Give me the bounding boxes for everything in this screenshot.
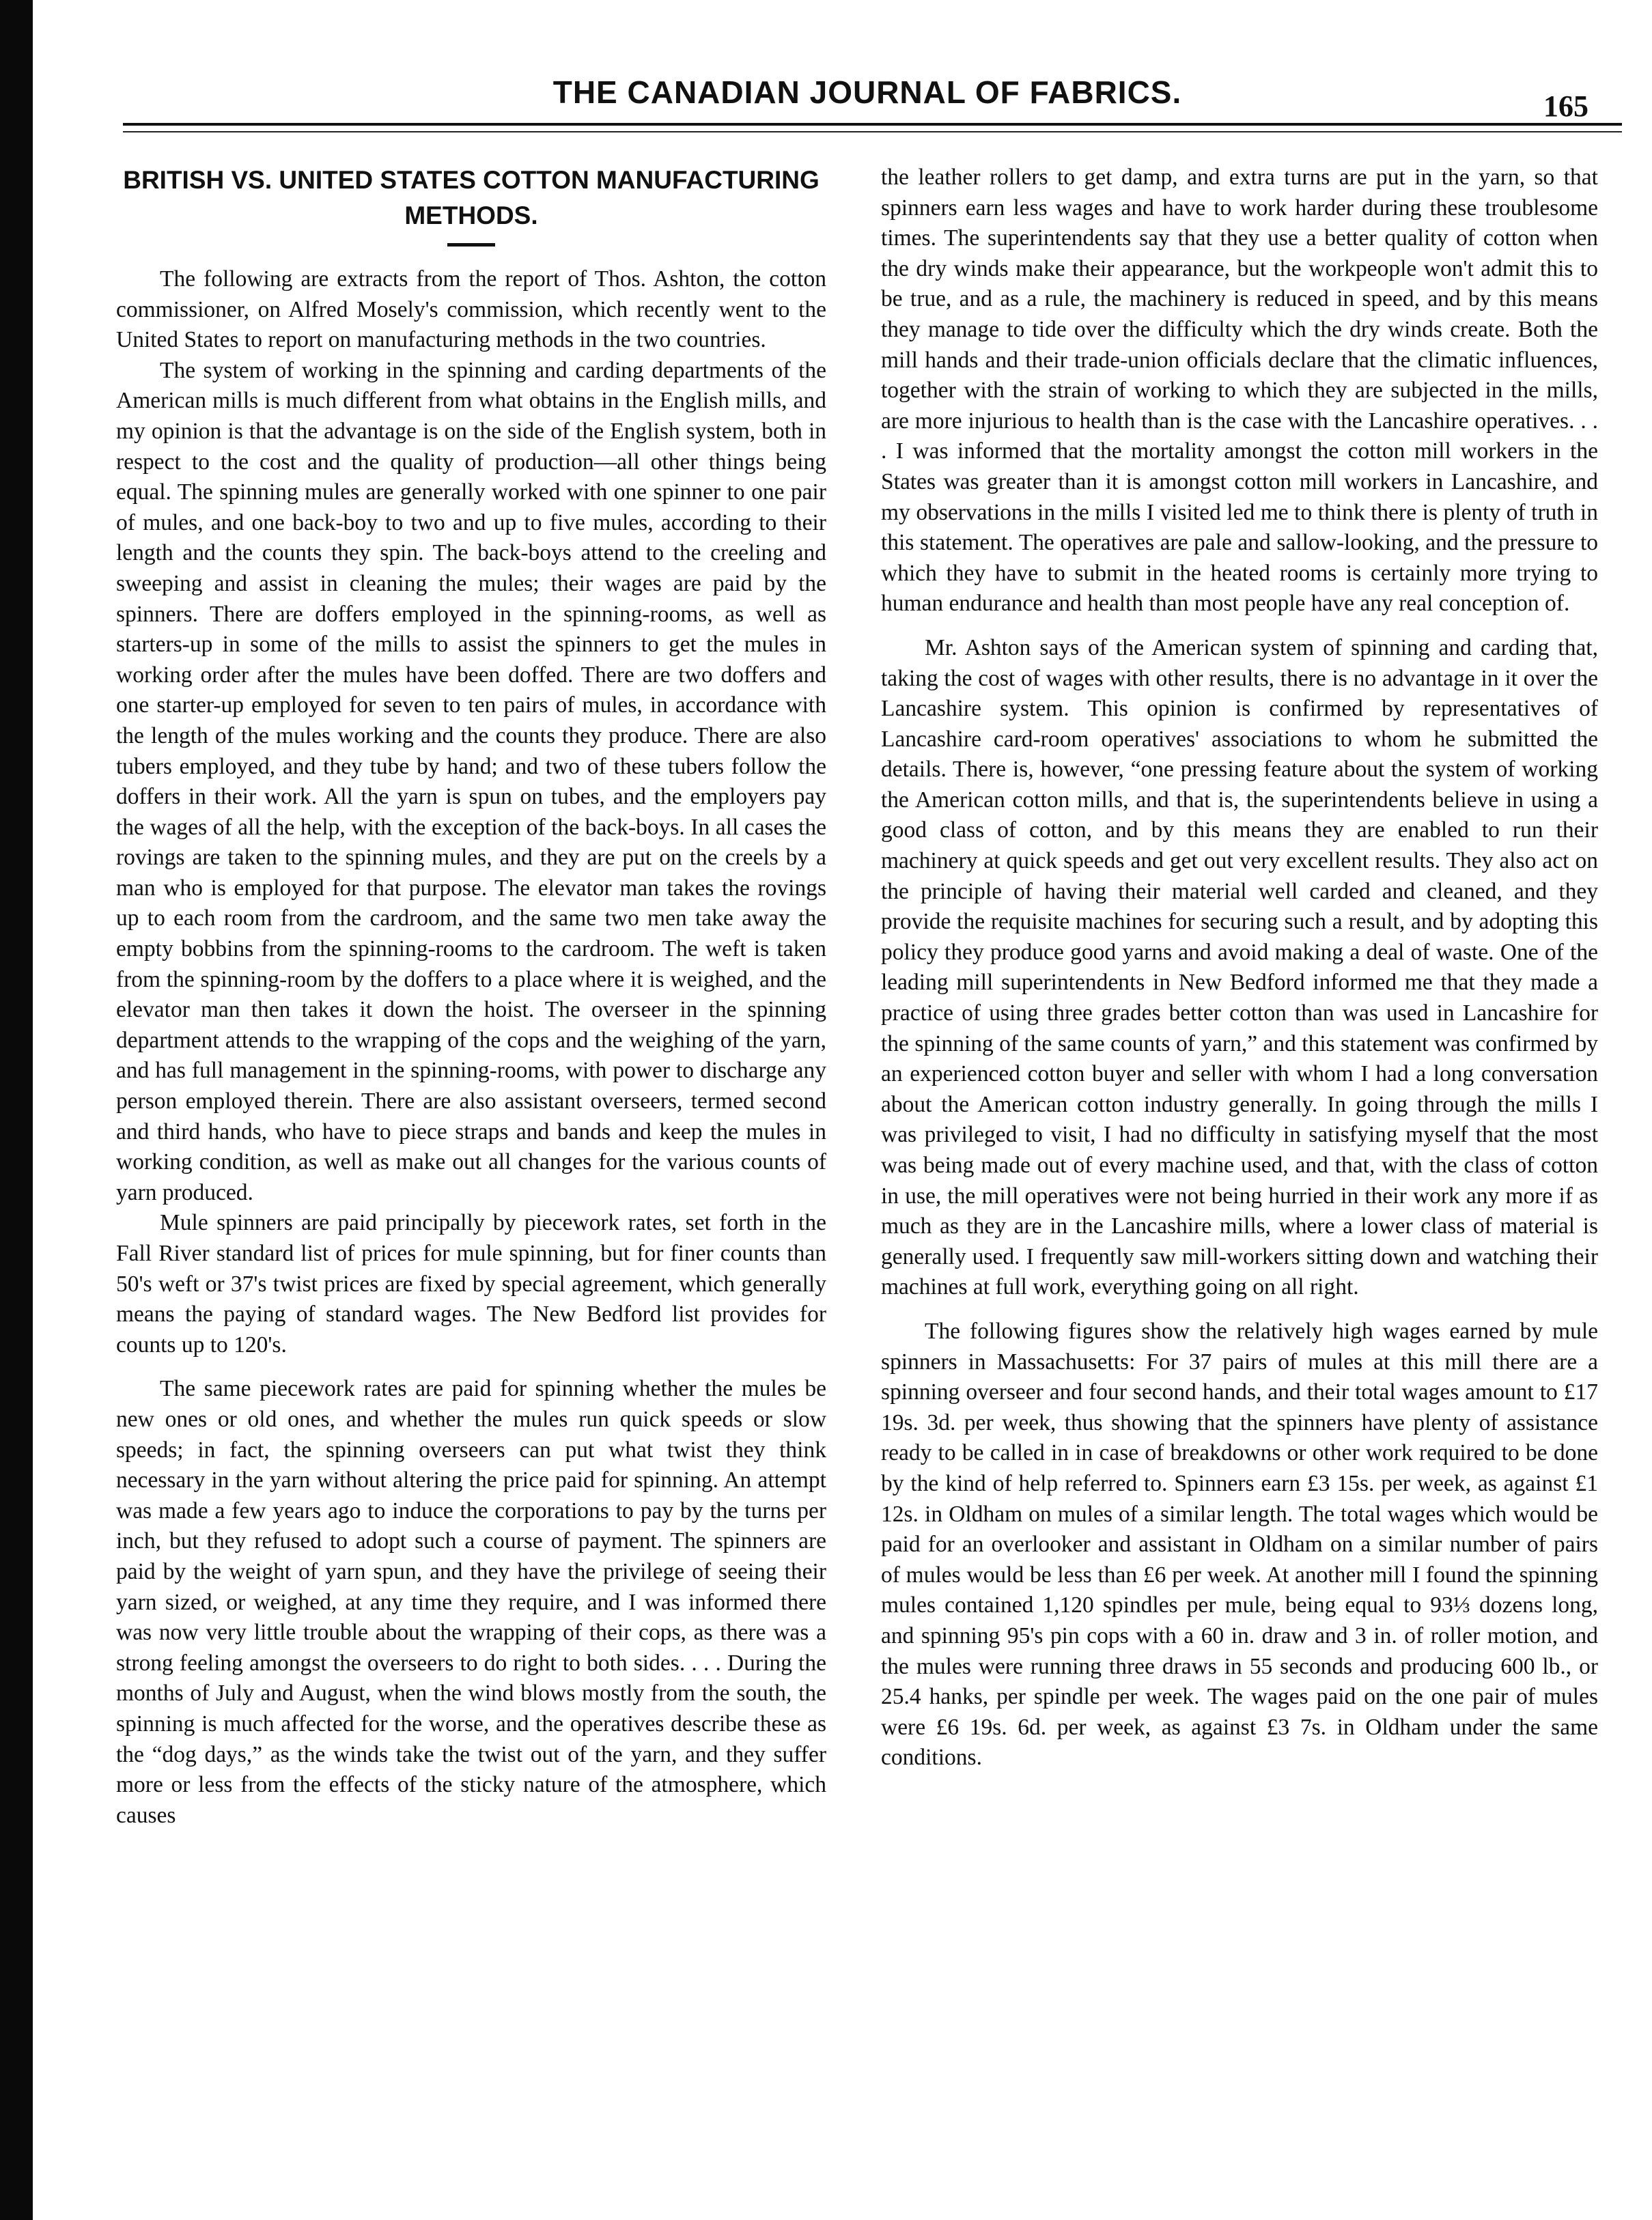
header-rule <box>123 123 1622 126</box>
paragraph: the leather rollers to get damp, and extra turns are put in the yarn, so that spinners earn less wages and have to work harder during these troublesome times. The superintendents say that they use a better quality of cotton when the dry winds make their appearance, but the workpeople won't admit this to be true, and as a rule, the machinery is reduced in speed, and by this means they manage to tide over the difficulty which the dry winds create. Both the mill hands and their trade-union officials declare that the climatic influences, together with the strain of working to which they are subjected in the mills, are more injurious to health than is the case with the Lancashire operatives. . . . I was informed that the mortality amongst the cotton mill workers in the States was greater than it is amongst cotton mill workers in Lancashire, and my observations in the mills I visited led me to think there is plenty of truth in this statement. The operatives are pale and sallow-looking, and the pressure to which they have to submit in the heated rooms is certainly more trying to human endurance and health than most people have any real conception of. <box>881 165 1598 617</box>
headline-divider <box>447 243 495 247</box>
header-rule-thin <box>123 131 1622 132</box>
paragraph: The following are extracts from the report of Thos. Ashton, the cotton commissioner, on Alfred Mosely's commission, which recently went to the United States to report on manufacturing methods in the two countries. <box>116 266 826 353</box>
running-title: THE CANADIAN JOURNAL OF FABRICS. <box>552 74 1182 110</box>
scan-binding-edge <box>0 0 33 2220</box>
paragraph: The same piecework rates are paid for spinning whether the mules be new ones or old ones, and whether the mules run quick speeds or slow speeds; in fact, the spinning overseers can put what twist they think necessary in the yarn without altering the price paid for spinning. An attempt was made a few years ago to induce the corporations to pay by the turns per inch, but they refused to adopt such a course of payment. The spinners are paid by the weight of yarn spun, and they have the privilege of seeing their yarn sized, or weighed, at any time they require, and I was informed there was now very little trouble about the wrapping of their cops, as there was a strong feeling amongst the overseers to do right to both sides. . . . During the months of July and August, when the wind blows mostly from the south, the spinning is much affected for the worse, and the operatives describe these as the “dog days,” as the winds take the twist out of the yarn, and they suffer more or less from the effects of the sticky nature of the atmosphere, which causes <box>116 1376 826 1828</box>
right-column <box>881 163 1598 1773</box>
paragraph: The following figures show the relatively high wages earned by mule spinners in Massachusetts: For 37 pairs of mules at this mill there are a spinning overseer and four second hands, and their total wages amount to £17 19s. 3d. per week, thus showing that the spinners have plenty of assistance ready to be called in in case of breakdowns or other work required to be done by the kind of help referred to. Spinners earn £3 15s. per week, as against £1 12s. in Oldham on mules of a similar length. The total wages which would be paid for an overlooker and assistant in Oldham on a similar number of pairs of mules would be less than £6 per week. At another mill I found the spinning mules contained 1,120 spindles per mule, being equal to 93⅓ dozens long, and spinning 95's pin cops with a 60 in. draw and 3 in. of roller motion, and the mules were running three draws in 55 seconds and producing 600 lb., or 25.4 hanks, per spindle per week. The wages paid on the one pair of mules were £6 19s. 6d. per week, as against £3 7s. in Oldham under the same conditions. <box>881 1318 1598 1771</box>
page-number: 165 <box>1543 89 1588 123</box>
left-column <box>116 163 826 1831</box>
paragraph: Mr. Ashton says of the American system of spinning and carding that, taking the cost of wages with other results, there is no advantage in it over the Lancashire system. This opinion is confirmed by representatives of Lancashire card-room operatives' associations to whom he submitted the details. There is, however, “one pressing feature about the system of working the American cotton mills, and that is, the superintendents believe in using a good class of cotton, and by this means they are enabled to run their machinery at quick speeds and get out very excellent results. They also act on the principle of having their material well carded and cleaned, and they provide the requisite machines for securing such a result, and by adopting this policy they produce good yarns and avoid making a deal of waste. One of the leading mill superintendents in New Bedford informed me that they made a practice of using three grades better cotton than was used in Lancashire for the spinning of the same counts of yarn,” and this statement was confirmed by an experienced cotton buyer and seller with whom I had a long conversation about the American cotton industry generally. In going through the mills I was privileged to visit, I had no difficulty in satisfying myself that the most was being made out of every machine used, and that, with the class of cotton in use, the mill operatives were not being hurried in their work any more if as much as they are in the Lancashire mills, where a lower class of material is generally used. I frequently saw mill-workers sitting down and watching their machines at full work, everything going on all right. <box>881 634 1598 1300</box>
paragraph: The system of working in the spinning and carding departments of the American mills is much different from what obtains in the English mills, and my opinion is that the advantage is on the side of the English system, both in respect to the cost and the quality of production—all other things being equal. The spinning mules are generally worked with one spinner to one pair of mules, and one back-boy to two and up to five mules, according to their length and the counts they spin. The back-boys attend to the creeling and sweeping and assist in cleaning the mules; their wages are paid by the spinners. There are doffers employed in the spinning-rooms, as well as starters-up in some of the mills to assist the spinners to get the mules in working order after the mules have been doffed. There are two doffers and one starter-up employed for seven to ten pairs of mules, in accordance with the length of the mules working and the counts they produce. There are also tubers employed, and they tube by hand; and two of these tubers follow the doffers in their work. All the yarn is spun on tubes, and the employers pay the wages of all the help, with the exception of the back-boys. In all cases the rovings are taken to the spinning mules, and they are put on the creels by a man who is employed for that purpose. The elevator man takes the rovings up to each room from the cardroom, and the same two men take away the empty bobbins from the spinning-rooms to the cardroom. The weft is taken from the spinning-room by the doffers to a place where it is weighed, and the elevator man then takes it down the hoist. The overseer in the spinning department attends to the wrapping of the cops and the weighing of the yarn, and has full management in the spinning-rooms, with power to discharge any person employed therein. There are also assistant overseers, termed second and third hands, who have to piece straps and bands and keep the mules in working condition, as well as make out all changes for the various counts of yarn produced. <box>116 357 826 1205</box>
article-headline: BRITISH VS. UNITED STATES COTTON MANUFACTURING METHODS. <box>123 166 820 229</box>
paragraph: Mule spinners are paid principally by piecework rates, set forth in the Fall River standard list of prices for mule spinning, but for finer counts than 50's weft or 37's twist prices are fixed by special agreement, which generally means the paying of standard wages. The New Bedford list provides for counts up to 120's. <box>116 1210 826 1358</box>
